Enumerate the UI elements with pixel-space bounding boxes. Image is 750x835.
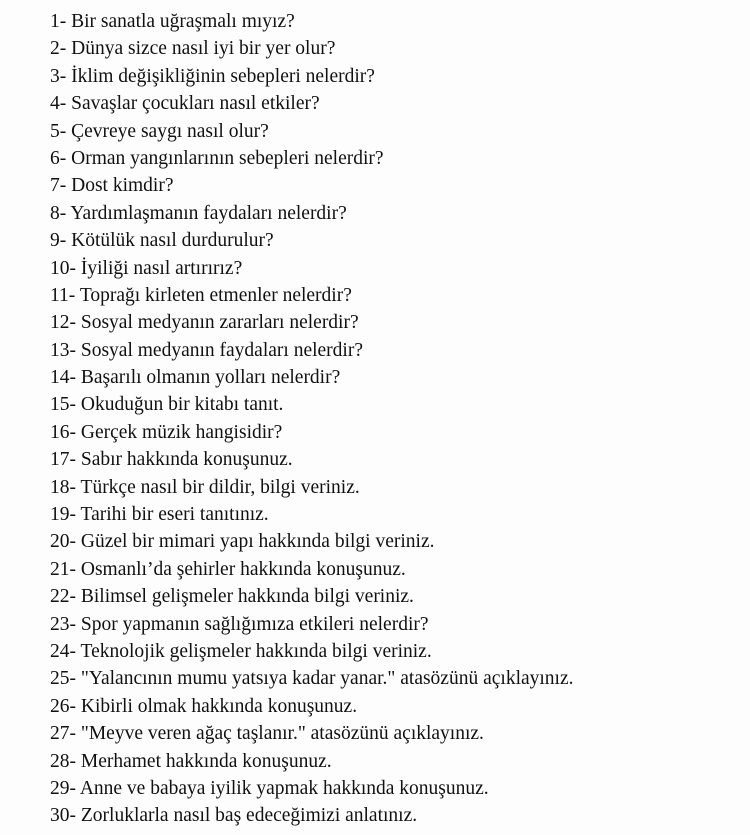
question-text: Merhamet hakkında konuşunuz. (80, 750, 332, 772)
question-number: 27- (50, 723, 76, 745)
question-text: Orman yangınlarının sebepleri nelerdir? (71, 147, 384, 169)
question-item (50, 145, 740, 172)
question-number: 3- (50, 65, 67, 87)
question-item (50, 309, 740, 336)
question-text: Kötülük nasıl durdurulur? (71, 230, 274, 252)
question-text: Teknolojik gelişmeler hakkında bilgi veriniz. (80, 640, 432, 662)
question-item (50, 419, 740, 446)
question-number: 1- (50, 11, 67, 32)
question-item (50, 35, 740, 62)
question-number: 25- (50, 668, 76, 690)
question-number: 10- (50, 257, 76, 279)
question-text: "Yalancının mumu yatsıya kadar yanar." atasözünü açıklayınız. (80, 668, 574, 690)
question-list (50, 8, 740, 830)
question-text: Tarihi bir eseri tanıtınız. (80, 504, 269, 526)
question-text: Yardımlaşmanın faydaları nelerdir? (70, 202, 347, 224)
question-text: Bilimsel gelişmeler hakkında bilgi veriniz. (80, 586, 414, 608)
question-text: Türkçe nasıl bir dildir, bilgi veriniz. (80, 476, 360, 498)
question-number: 15- (50, 394, 76, 416)
question-number: 19- (50, 504, 76, 526)
question-number: 13- (50, 339, 76, 361)
question-item (50, 638, 740, 665)
question-number: 30- (50, 805, 76, 827)
question-item (50, 556, 740, 583)
question-number: 20- (50, 531, 76, 553)
question-text: Sabır hakkında konuşunuz. (80, 449, 293, 471)
question-number: 5- (50, 120, 67, 142)
question-text: Çevreye saygı nasıl olur? (71, 120, 269, 142)
question-text: Gerçek müzik hangisidir? (80, 421, 283, 443)
question-item (50, 364, 740, 391)
question-text: Anne ve babaya iyilik yapmak hakkında konuşunuz. (79, 777, 489, 799)
question-number: 22- (50, 586, 76, 608)
question-item (50, 118, 740, 145)
question-text: Kibirli olmak hakkında konuşunuz. (80, 695, 358, 717)
question-number: 21- (50, 558, 76, 580)
question-number: 23- (50, 613, 76, 635)
question-item (50, 200, 740, 227)
question-number: 11- (50, 284, 76, 306)
question-item (50, 802, 740, 829)
question-item (50, 583, 740, 610)
question-item (50, 8, 740, 35)
question-number: 17- (50, 449, 76, 471)
question-number: 24- (50, 640, 76, 662)
question-text: İyiliği nasıl artırırız? (80, 257, 243, 279)
question-number: 9- (50, 230, 67, 252)
question-item (50, 720, 740, 747)
question-item (50, 474, 740, 501)
question-item (50, 775, 740, 802)
question-text: İklim değişikliğinin sebepleri nelerdir? (71, 65, 375, 87)
question-text: Dünya sizce nasıl iyi bir yer olur? (71, 38, 336, 60)
question-text: Savaşlar çocukları nasıl etkiler? (71, 93, 320, 115)
question-item (50, 501, 740, 528)
question-text: Dost kimdir? (71, 175, 174, 197)
question-item (50, 337, 740, 364)
question-text: Spor yapmanın sağlığımıza etkileri nelerdir? (80, 613, 429, 635)
question-number: 14- (50, 367, 76, 389)
question-item (50, 611, 740, 638)
question-number: 29- (50, 777, 76, 799)
question-number: 6- (50, 147, 67, 169)
question-number: 7- (50, 175, 67, 197)
question-text: Okuduğun bir kitabı tanıt. (80, 394, 284, 416)
question-item (50, 90, 740, 117)
question-item (50, 693, 740, 720)
question-text: Bir sanatla uğraşmalı mıyız? (71, 11, 295, 32)
question-text: Toprağı kirleten etmenler nelerdir? (79, 284, 352, 306)
question-item (50, 172, 740, 199)
question-text: Osmanlı’da şehirler hakkında konuşunuz. (80, 558, 406, 580)
question-item (50, 282, 740, 309)
question-number: 8- (50, 202, 67, 224)
question-item (50, 63, 740, 90)
question-text: Başarılı olmanın yolları nelerdir? (80, 367, 341, 389)
question-number: 18- (50, 476, 76, 498)
question-item (50, 446, 740, 473)
question-item (50, 391, 740, 418)
question-number: 28- (50, 750, 76, 772)
question-number: 2- (50, 38, 67, 60)
question-text: Zorluklarla nasıl baş edeceğimizi anlatınız. (80, 805, 418, 827)
question-item (50, 255, 740, 282)
question-text: "Meyve veren ağaç taşlanır." atasözünü açıklayınız. (80, 723, 484, 745)
question-text: Güzel bir mimari yapı hakkında bilgi veriniz. (80, 531, 435, 553)
question-number: 16- (50, 421, 76, 443)
question-item (50, 528, 740, 555)
question-item (50, 227, 740, 254)
question-item (50, 665, 740, 692)
question-text: Sosyal medyanın zararları nelerdir? (80, 312, 359, 334)
question-text: Sosyal medyanın faydaları nelerdir? (80, 339, 363, 361)
question-number: 12- (50, 312, 76, 334)
question-item (50, 748, 740, 775)
question-number: 4- (50, 93, 67, 115)
question-number: 26- (50, 695, 76, 717)
